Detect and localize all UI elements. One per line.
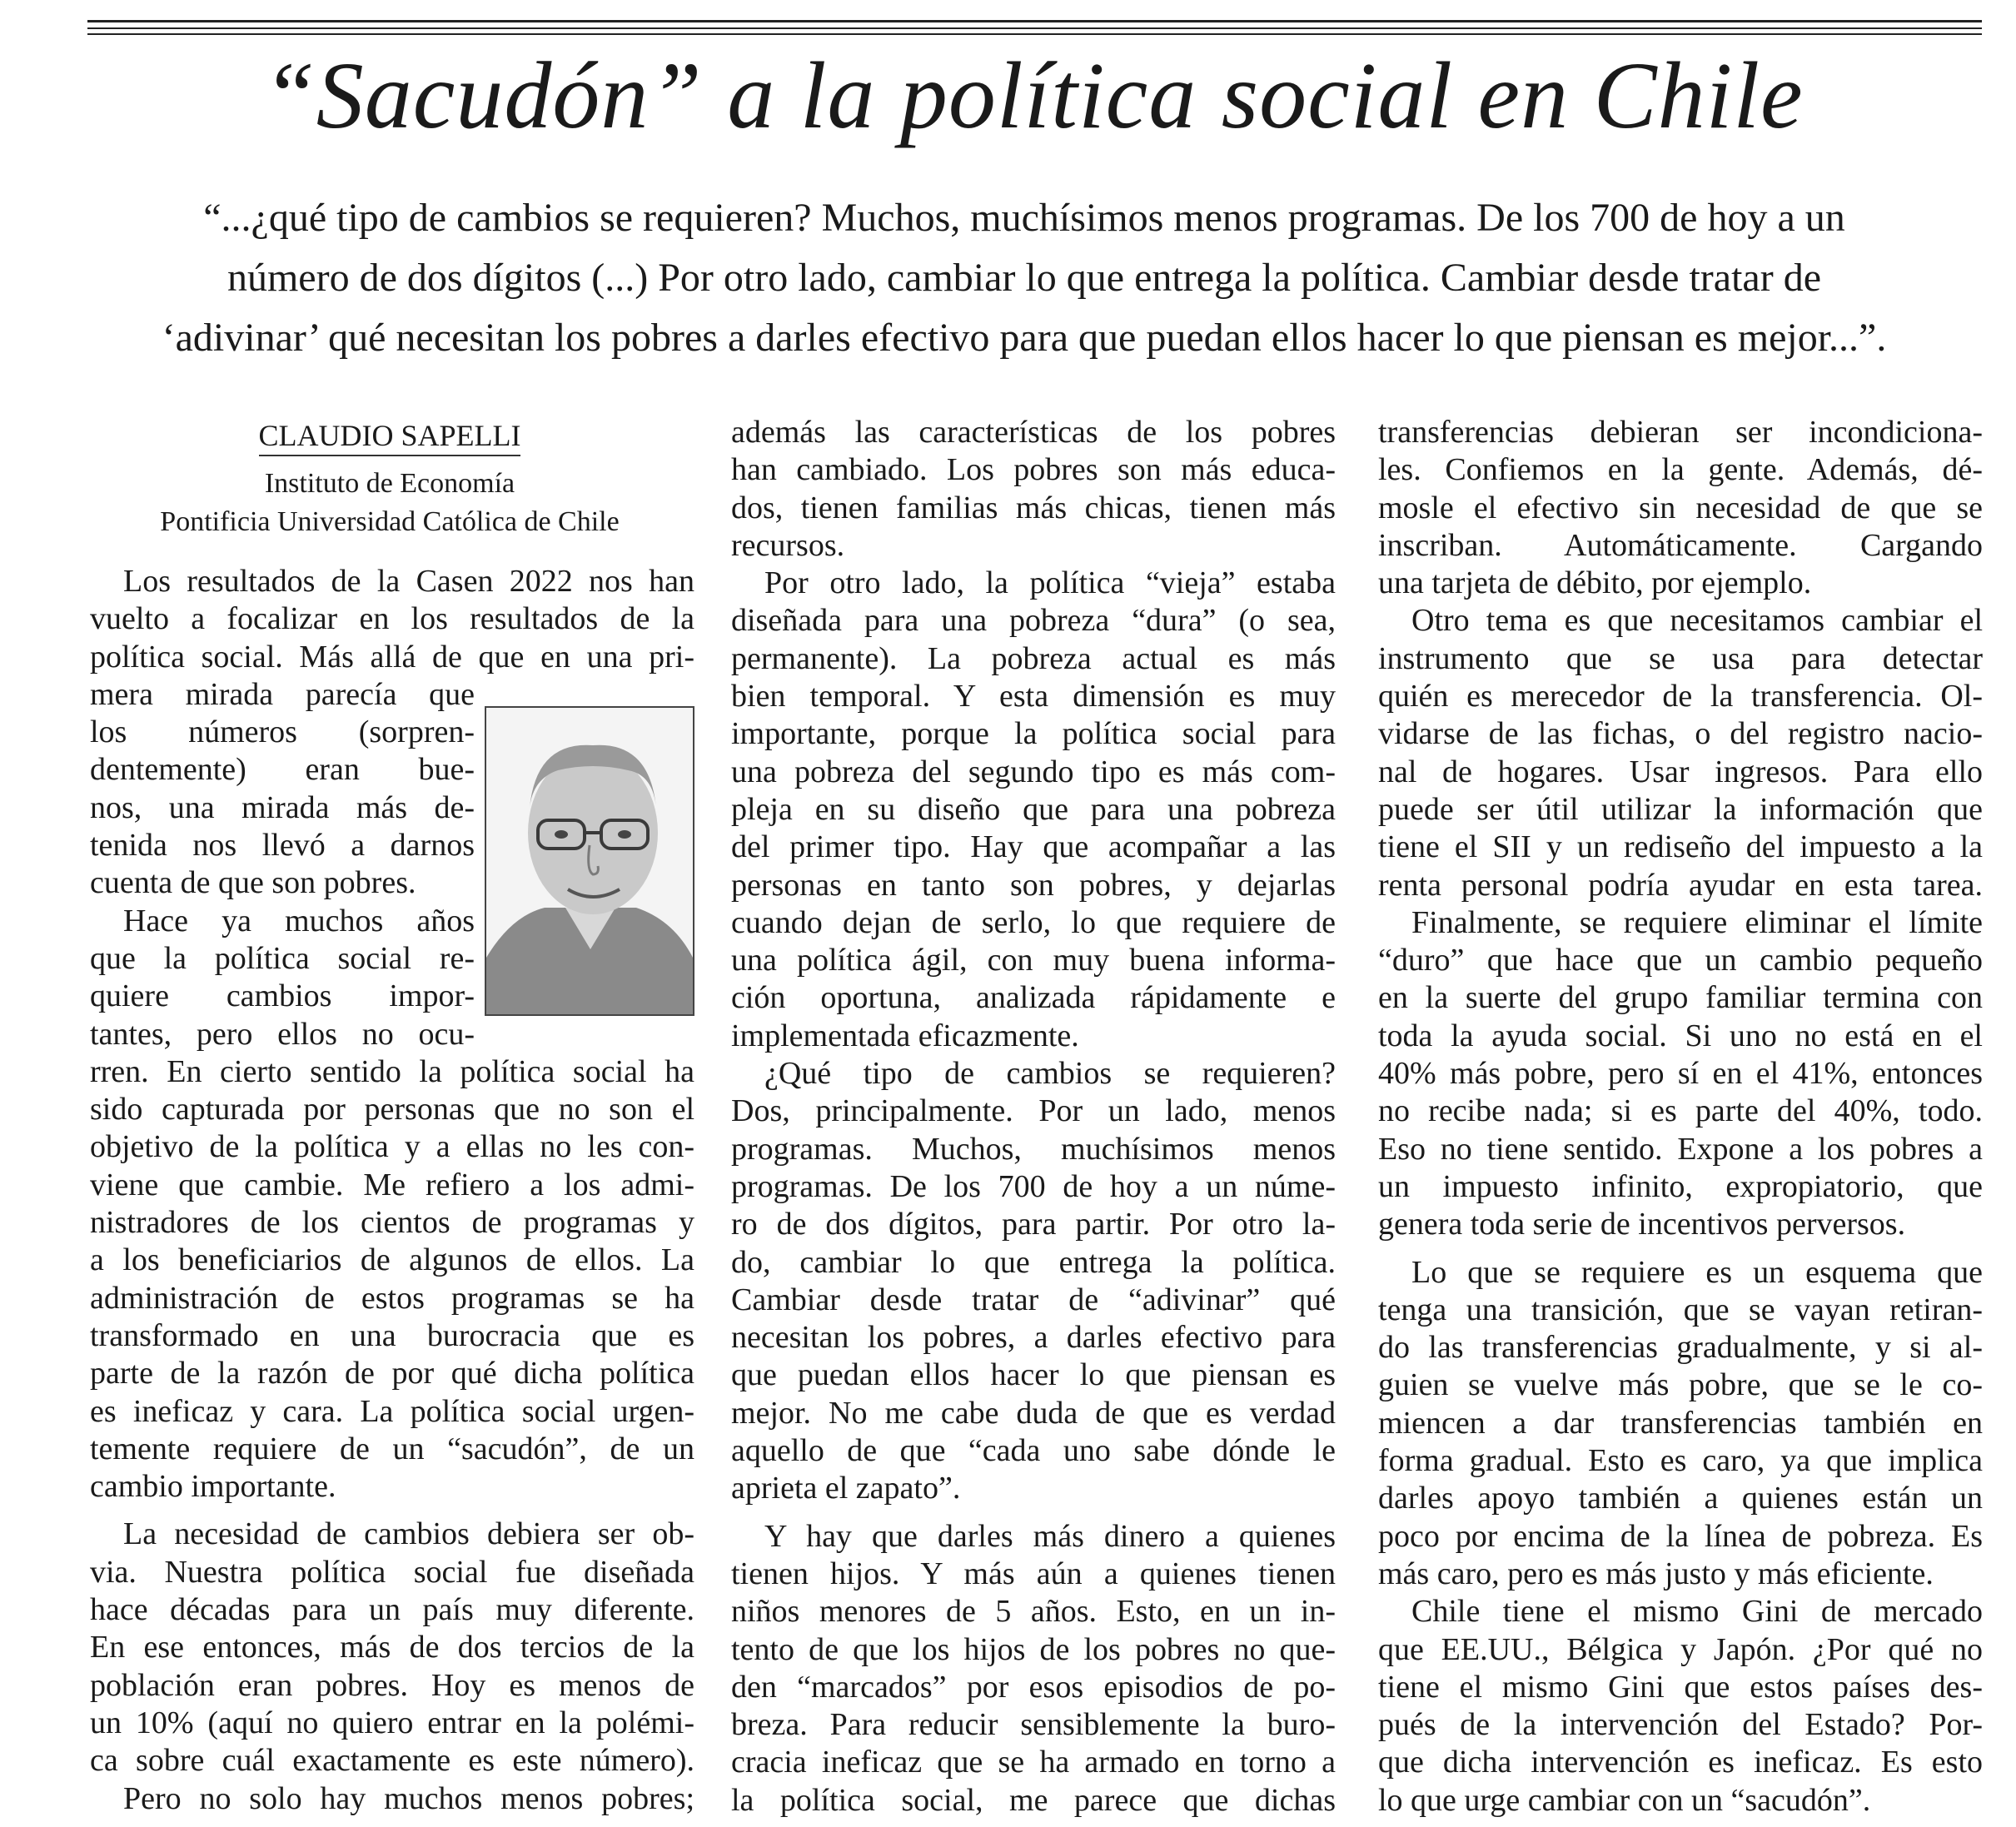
body-line: un 10% (aquí no quiero entrar en la polémi- [90,1705,694,1740]
pull-quote-line: “...¿qué tipo de cambios se requieren? Muchos, muchísimos menos programas. De los 700 de hoy a un [203,196,1845,240]
body-line: tiene el mismo Gini que estos países des- [1378,1669,1983,1705]
body-line: pués de la intervención del Estado? Por- [1378,1707,1983,1743]
pull-quote-line: número de dos dígitos (...) Por otro lado, cambiar lo que entrega la política. Cambiar desde tratar de [226,256,1822,300]
body-line: aquello de que “cada uno sabe dónde le [731,1433,1336,1469]
body-line: Chile tiene el mismo Gini de mercado [1411,1594,1983,1630]
author-affiliation: Instituto de Economía [264,468,515,499]
body-line: tenga una transición, que se vayan retiran- [1378,1292,1983,1327]
body-line: via. Nuestra política social fue diseñada [90,1554,694,1590]
body-line: bien temporal. Y esta dimensión es muy [731,679,1336,714]
body-line: ro de dos dígitos, para partir. Por otro la- [731,1207,1336,1242]
body-line: un impuesto infinito, expropiatorio, que [1378,1168,1983,1204]
body-line: ca sobre cuál exactamente es este número). [90,1743,694,1779]
body-line: tiene el SII y un rediseño del impuesto a la [1378,829,1983,865]
body-line: Cambiar desde tratar de “adivinar” qué [731,1282,1336,1317]
body-line: viene que cambie. Me refiero a los admi- [90,1167,694,1202]
body-line: cuenta de que son pobres. [90,865,416,901]
body-line: una tarjeta de débito, por ejemplo. [1378,565,1812,601]
body-line: Dos, principalmente. Por un lado, menos [731,1093,1336,1129]
body-line: dos, tienen familias más chicas, tienen más [731,490,1336,525]
body-line: política social. Más allá de que en una pri- [90,639,694,675]
body-line: breza. Para reducir sensiblemente la buro- [731,1707,1336,1743]
body-line: nistradores de los cientos de programas y [90,1205,694,1241]
body-line: en la suerte del grupo familiar termina con [1378,980,1983,1016]
author-affiliation: Pontificia Universidad Católica de Chile [160,506,620,537]
body-line: rren. En cierto sentido la política social ha [90,1053,694,1089]
body-line: recursos. [731,527,845,563]
body-line: genera toda serie de incentivos perversos. [1378,1207,1906,1242]
body-line: importante, porque la política social para [731,716,1336,752]
body-line: mera mirada parecía que [90,676,475,712]
body-line: los números (sorpren- [90,714,475,750]
body-line: pleja en su diseño que para una pobreza [731,791,1336,827]
article-column-3 [1378,414,1983,1820]
body-line: Otro tema es que necesitamos cambiar el [1411,603,1983,639]
body-line: quién es merecedor de la transferencia. Ol- [1378,679,1983,714]
body-line: objetivo de la política y a ellas no les con- [90,1129,694,1165]
body-line: do las transferencias gradualmente, y si al- [1378,1330,1983,1366]
body-line: transformado en una burocracia que es [90,1317,694,1353]
body-line: hace décadas para un país muy diferente. [90,1592,694,1628]
top-rule-thin-2 [87,33,1982,35]
body-line: vidarse de las fichas, o del registro nacio- [1378,716,1983,752]
body-line: programas. Muchos, muchísimos menos [731,1131,1336,1167]
body-line: inscriban. Automáticamente. Cargando [1378,527,1983,563]
body-line: miencen a dar transferencias también en [1378,1405,1983,1441]
body-line: cracia ineficaz que se ha armado en torno a [731,1745,1336,1780]
body-line: cuando dejan de serlo, lo que requiere de [731,904,1336,940]
body-line: a los beneficiarios de algunos de ellos. La [90,1242,694,1278]
body-line: Eso no tiene sentido. Expone a los pobres a [1378,1131,1983,1167]
body-line: una pobreza del segundo tipo es más com- [731,754,1336,789]
article-column-2 [731,414,1336,1820]
body-line: “duro” que hace que un cambio pequeño [1378,943,1983,978]
body-line: no recibe nada; si es parte del 40%, todo. [1378,1093,1983,1129]
body-line: que puedan ellos hacer lo que piensan es [731,1357,1336,1393]
headline: “Sacudón” a la política social en Chile [262,42,1804,148]
body-line: necesitan los pobres, a darles efectivo para [731,1320,1336,1356]
body-line: además las características de los pobres [731,415,1336,450]
body-line: aprieta el zapato”. [731,1471,961,1506]
body-line: tenida nos llevó a darnos [90,828,475,864]
body-line: poco por encima de la línea de pobreza. Es [1378,1518,1983,1554]
body-line: Finalmente, se requiere eliminar el límite [1411,904,1983,940]
body-line: es ineficaz y cara. La política social urgen- [90,1393,694,1429]
body-line: tento de que los hijos de los pobres no que- [731,1631,1336,1667]
body-line: que dicha intervención es ineficaz. Es esto [1378,1745,1983,1780]
body-line: han cambiado. Los pobres son más educa- [731,452,1336,488]
article-column-1 [90,563,694,1818]
body-line: programas. De los 700 de hoy a un núme- [731,1168,1336,1204]
body-line: población eran pobres. Hoy es menos de [90,1667,694,1703]
body-line: nal de hogares. Usar ingresos. Para ello [1378,754,1983,789]
body-line: instrumento que se usa para detectar [1378,640,1983,676]
body-line: parte de la razón de por qué dicha política [90,1356,694,1391]
body-line: lo que urge cambiar con un “sacudón”. [1378,1782,1871,1818]
body-line: guien se vuelve más pobre, que se le co- [1378,1367,1983,1403]
body-line: más caro, pero es más justo y más eficiente. [1378,1556,1934,1591]
body-line: forma gradual. Esto es caro, ya que implica [1378,1443,1983,1479]
body-line: vuelto a focalizar en los resultados de la [90,601,694,637]
body-line: permanente). La pobreza actual es más [731,640,1336,676]
body-line: dentemente) eran bue- [90,752,475,788]
body-line: personas en tanto son pobres, y dejarlas [731,867,1336,903]
body-line: que la política social re- [90,940,475,976]
body-line: una política ágil, con muy buena informa- [731,943,1336,978]
body-line: Lo que se requiere es un esquema que [1411,1254,1983,1290]
body-line: den “marcados” por esos episodios de po- [731,1669,1336,1705]
body-line: Pero no solo hay muchos menos pobres; [123,1780,694,1816]
body-line: temente requiere de un “sacudón”, de un [90,1431,694,1466]
body-line: administración de estos programas se ha [90,1280,694,1316]
body-line: En ese entonces, más de dos tercios de la [90,1630,694,1665]
body-line: renta personal podría ayudar en esta tarea. [1378,867,1983,903]
body-line: 40% más pobre, pero sí en el 41%, entonces [1378,1056,1983,1092]
body-line: toda la ayuda social. Si uno no está en el [1378,1018,1983,1053]
author-byline [90,415,689,456]
body-line: diseñada para una pobreza “dura” (o sea, [731,603,1336,639]
body-line: quiere cambios impor- [90,978,475,1014]
body-line: Por otro lado, la política “vieja” estaba [764,565,1336,601]
top-rule-thin [87,27,1982,29]
body-line: tienen hijos. Y más aún a quienes tienen [731,1556,1336,1591]
author-name: CLAUDIO SAPELLI [259,419,521,456]
body-line: La necesidad de cambios debiera ser ob- [123,1516,694,1552]
body-line: les. Confiemos en la gente. Además, dé- [1378,452,1983,488]
body-line: do, cambiar lo que entrega la política. [731,1244,1336,1280]
body-line: nos, una mirada más de- [90,789,475,825]
body-line: que EE.UU., Bélgica y Japón. ¿Por qué no [1378,1631,1983,1667]
body-line: transferencias debieran ser incondiciona- [1378,415,1983,450]
body-line: mosle el efectivo sin necesidad de que se [1378,490,1983,525]
body-line: Y hay que darles más dinero a quienes [764,1518,1336,1554]
body-line: del primer tipo. Hay que acompañar a las [731,829,1336,865]
body-line: ¿Qué tipo de cambios se requieren? [764,1056,1336,1092]
body-line: la política social, me parece que dichas [731,1782,1336,1818]
body-line: mejor. No me cabe duda de que es verdad [731,1395,1336,1431]
body-line: darles apoyo también a quienes están un [1378,1481,1983,1516]
pull-quote-line: ‘adivinar’ qué necesitan los pobres a darles efectivo para que puedan ellos hacer lo que piensan es mejor...”. [162,316,1887,360]
body-line: ción oportuna, analizada rápidamente e [731,980,1336,1016]
body-line: Hace ya muchos años [123,903,475,938]
body-line: Los resultados de la Casen 2022 nos han [123,564,694,599]
body-line: niños menores de 5 años. Esto, en un in- [731,1594,1336,1630]
body-line: implementada eficazmente. [731,1018,1079,1053]
top-rule [87,20,1982,22]
body-line: tantes, pero ellos no ocu- [90,1016,475,1052]
body-line: puede ser útil utilizar la información que [1378,791,1983,827]
body-line: cambio importante. [90,1469,336,1505]
body-line: sido capturada por personas que no son el [90,1092,694,1128]
